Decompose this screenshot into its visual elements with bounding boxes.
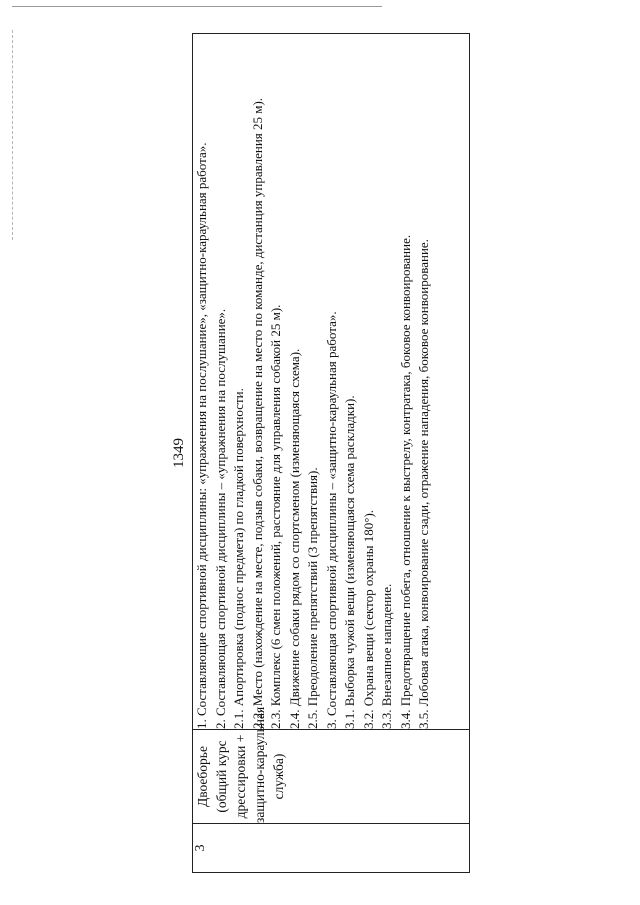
discipline-name-cell [193,706,470,823]
list-item: 3.3. Внезапное нападение. [379,583,394,729]
list-item: 2.5. Преодоление препятствий (3 препятствия). [305,466,320,729]
discipline-name-line: защитно-караульная [252,706,267,823]
scan-fold-line [12,30,13,240]
list-item: 1. Составляющие спортивной дисциплины: «упражнения на послушание», «защитно-караульная работа». [194,142,209,729]
list-item: 2.4. Движение собаки рядом со спортсменом (изменяющаяся схема). [286,348,302,729]
discipline-table [192,33,470,873]
discipline-name-line: служба) [271,753,286,799]
discipline-content-cell [193,33,470,729]
list-item: 3.5. Лобовая атака, конвоирование сзади, отражение нападения, боковое конвоирование. [416,238,431,729]
discipline-name-line: (общий курс [214,739,229,813]
scan-frame-line [12,6,382,7]
list-item: 3.1. Выборка чужой вещи (изменяющаяся схема раскладки). [342,394,357,729]
list-item: 2. Составляющая спортивной дисциплины – «упражнения на послушание». [212,308,228,729]
page-number: 1349 [171,437,187,468]
list-item: 3.4. Предотвращение побега, отношение к выстрелу, контратака, боковое конвоирование. [397,234,413,729]
row-number: 3 [193,823,470,872]
table-row [193,33,470,872]
list-item: 3.2. Охрана вещи (сектор охраны 180°). [360,509,376,729]
list-item: 3. Составляющая спортивной дисциплины – «защитно-караульная работа». [323,310,339,729]
discipline-name-line: дрессировки + [233,734,248,818]
rotated-page [170,33,470,873]
list-item: 2.2. Место (нахождение на месте, подзыв собаки, возвращение на место по команде, дистанция управления 25 м). [249,97,265,729]
list-item: 2.1. Апортировка (поднос предмета) по гладкой поверхности. [231,387,246,729]
discipline-name-line: Двоеборье [195,745,210,807]
list-item: 2.3. Комплекс (6 смен положений, расстояние для управления собакой 25 м). [268,304,283,729]
